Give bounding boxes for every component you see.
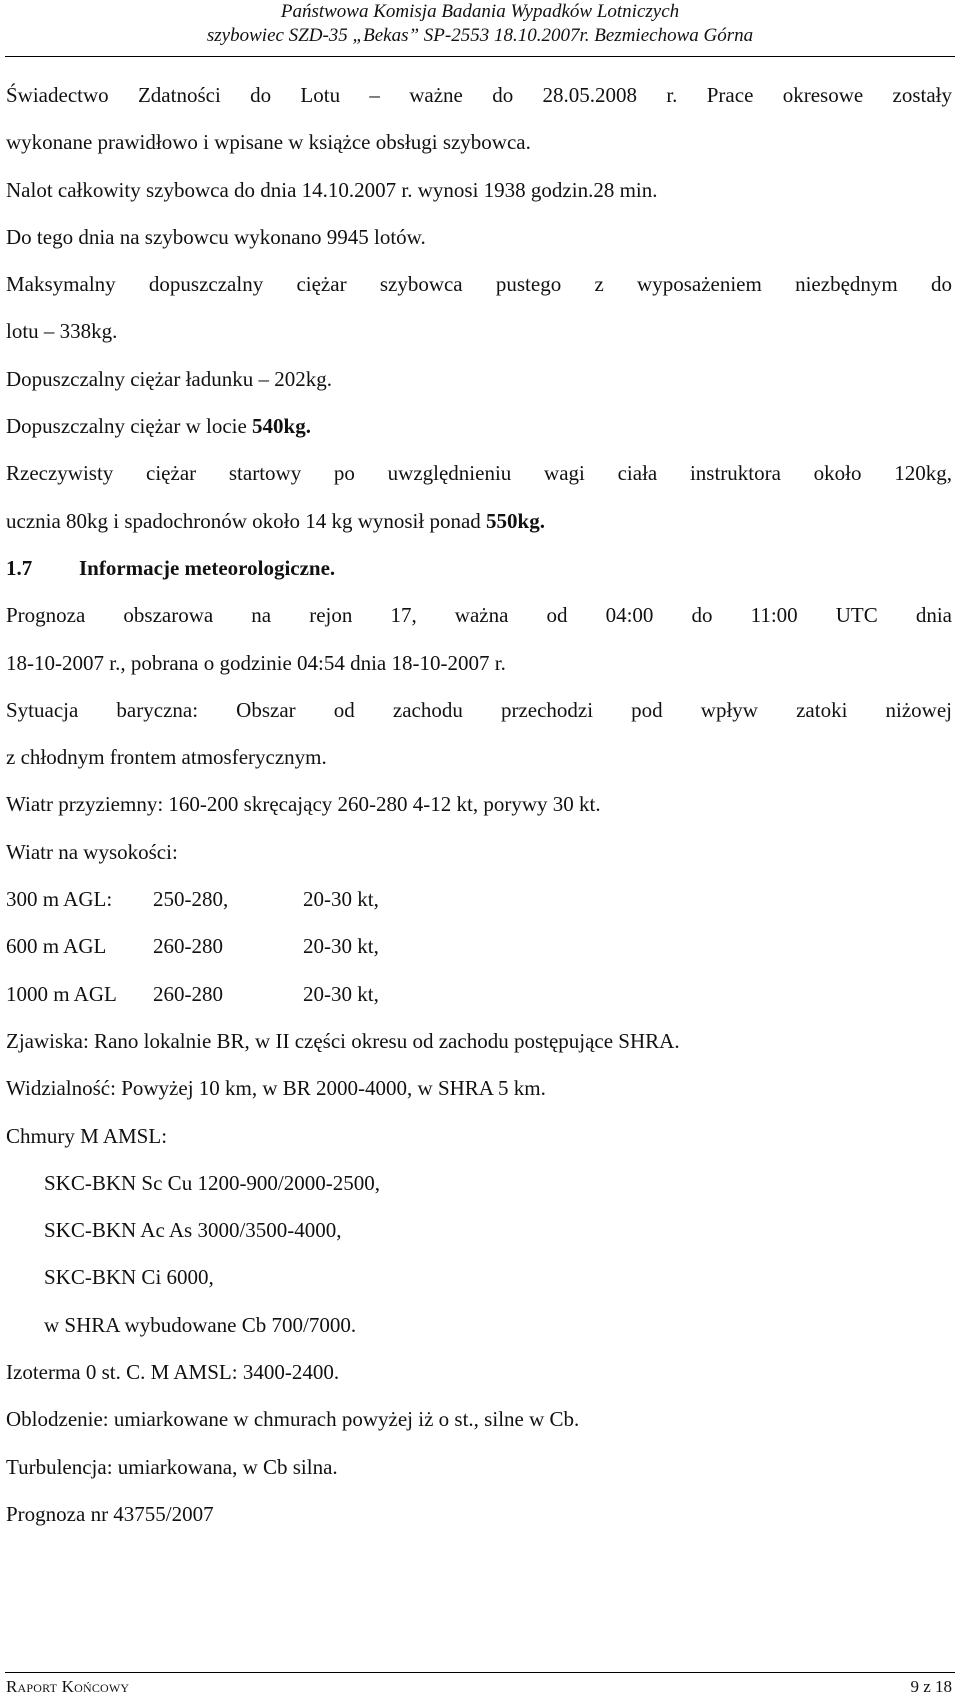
cloud-line: SKC-BKN Sc Cu 1200-900/2000-2500, xyxy=(44,1170,381,1195)
text-line xyxy=(6,498,952,545)
wind-direction: 260-280 xyxy=(153,934,223,959)
header-divider xyxy=(5,56,955,57)
bold-value: 540kg. xyxy=(252,414,311,439)
text-line: Wiatr na wysokości: xyxy=(6,839,178,864)
text-line: z chłodnym frontem atmosferycznym. xyxy=(6,745,327,770)
text-line: Dopuszczalny ciężar ładunku – 202kg. xyxy=(6,366,332,391)
page-number: 9 z 18 xyxy=(910,1677,952,1696)
text-line: Prognoza nr 43755/2007 xyxy=(6,1501,214,1526)
cloud-line: w SHRA wybudowane Cb 700/7000. xyxy=(44,1312,357,1337)
section-heading xyxy=(6,545,952,592)
text-line: Widzialność: Powyżej 10 km, w BR 2000-4000, w SHRA 5 km. xyxy=(6,1076,546,1101)
text-span: Dopuszczalny ciężar w locie xyxy=(6,414,253,439)
wind-speed: 20-30 kt, xyxy=(303,934,379,959)
text-line: Do tego dnia na szybowcu wykonano 9945 lotów. xyxy=(6,224,426,249)
wind-row xyxy=(6,923,952,970)
text-line: Turbulencja: umiarkowana, w Cb silna. xyxy=(6,1454,338,1479)
wind-altitude: 300 m AGL: xyxy=(6,887,113,912)
text-line xyxy=(6,403,952,450)
text-line: Zjawiska: Rano lokalnie BR, w II części okresu od zachodu postępujące SHRA. xyxy=(6,1028,680,1053)
wind-speed: 20-30 kt, xyxy=(303,981,379,1006)
text-line: Oblodzenie: umiarkowane w chmurach powyżej iż o st., silne w Cb. xyxy=(6,1407,580,1432)
text-line: wykonane prawidłowo i wpisane w książce obsługi szybowca. xyxy=(6,130,531,155)
bold-value: 550kg. xyxy=(486,508,545,533)
text-line: lotu – 338kg. xyxy=(6,319,118,344)
footer-divider xyxy=(5,1672,955,1673)
wind-direction: 250-280, xyxy=(153,887,229,912)
text-line: Rzeczywisty ciężar startowy po uwzględnieniu wagi ciała instruktora około 120kg, xyxy=(6,461,952,486)
wind-row xyxy=(6,876,952,923)
text-line: Sytuacja baryczna: Obszar od zachodu przechodzi pod wpływ zatoki niżowej xyxy=(6,697,952,722)
header-commission-name: Państwowa Komisja Badania Wypadków Lotniczych xyxy=(280,1,680,22)
text-line: Wiatr przyziemny: 160-200 skręcający 260-280 4-12 kt, porywy 30 kt. xyxy=(6,792,601,817)
text-span: ucznia 80kg i spadochronów około 14 kg wynosił ponad xyxy=(6,508,487,533)
wind-speed: 20-30 kt, xyxy=(303,887,379,912)
section-title: Informacje meteorologiczne. xyxy=(79,555,336,580)
text-line: Prognoza obszarowa na rejon 17, ważna od 04:00 do 11:00 UTC dnia xyxy=(6,603,952,628)
text-line: Świadectwo Zdatności do Lotu – ważne do 28.05.2008 r. Prace okresowe zostały xyxy=(6,83,952,107)
text-line: Maksymalny dopuszczalny ciężar szybowca pustego z wyposażeniem niezbędnym do xyxy=(6,272,952,297)
cloud-line: SKC-BKN Ac As 3000/3500-4000, xyxy=(44,1218,342,1243)
header-glider-info: szybowiec SZD-35 „Bekas” SP-2553 18.10.2007r. Bezmiechowa Górna xyxy=(206,25,754,46)
wind-altitude: 600 m AGL xyxy=(6,934,107,959)
text-line: Nalot całkowity szybowca do dnia 14.10.2007 r. wynosi 1938 godzin.28 min. xyxy=(6,177,658,202)
wind-direction: 260-280 xyxy=(153,981,223,1006)
cloud-line: SKC-BKN Ci 6000, xyxy=(44,1265,214,1290)
page-footer xyxy=(6,1676,952,1700)
text-line: 18-10-2007 r., pobrana o godzinie 04:54 dnia 18-10-2007 r. xyxy=(6,650,506,675)
section-number: 1.7 xyxy=(6,555,33,580)
report-title: Raport Końcowy xyxy=(6,1677,130,1696)
page-header xyxy=(0,0,960,54)
text-line: Izoterma 0 st. C. M AMSL: 3400-2400. xyxy=(6,1360,340,1385)
wind-altitude: 1000 m AGL xyxy=(6,981,117,1006)
text-line: Chmury M AMSL: xyxy=(6,1123,168,1148)
document-body xyxy=(6,72,952,1538)
wind-row xyxy=(6,971,952,1018)
